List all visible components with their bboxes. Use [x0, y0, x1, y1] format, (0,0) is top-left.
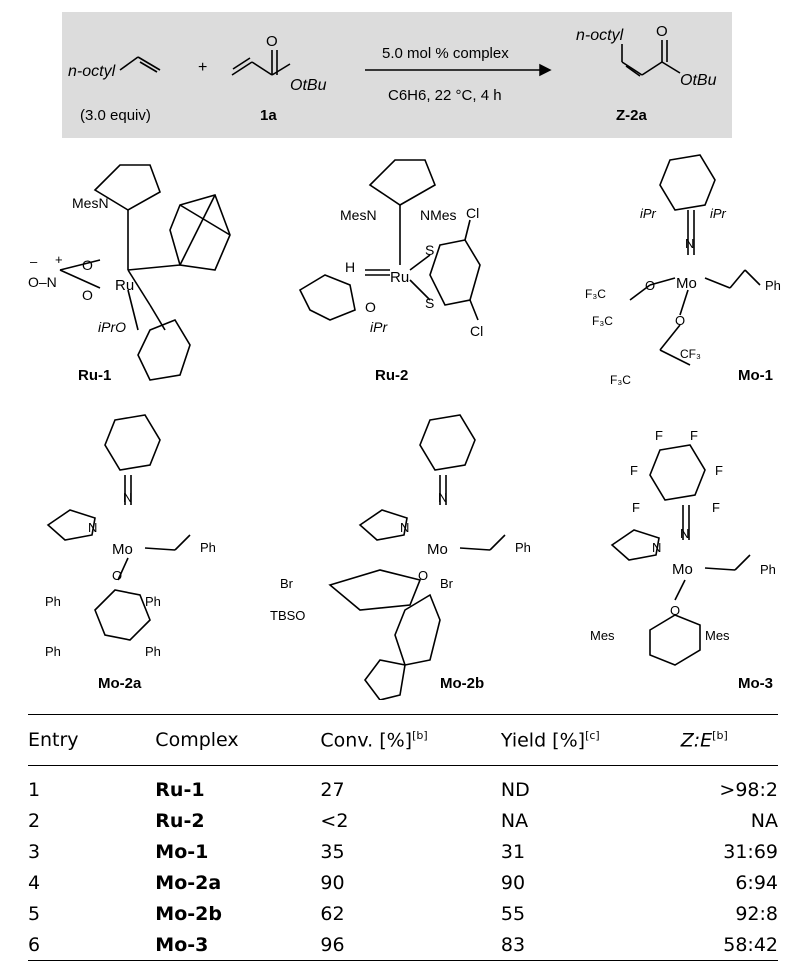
mo-2b-label: Mo-2b [440, 675, 485, 692]
cell-entry: 1 [28, 778, 41, 801]
svg-text:Cl: Cl [470, 323, 484, 339]
svg-text:F: F [632, 500, 640, 515]
acrylate-label: 1a [260, 107, 277, 124]
acrylate-bonds-icon [232, 50, 290, 75]
svg-text:F: F [630, 463, 638, 478]
conditions-bottom: C6H6, 22 °C, 4 h [388, 87, 502, 104]
svg-text:–: – [30, 254, 38, 269]
svg-text:Ph: Ph [145, 644, 161, 659]
cell-entry: 4 [28, 871, 41, 894]
svg-text:O: O [365, 299, 376, 315]
svg-text:Ph: Ph [200, 540, 216, 555]
cell-yield: 31 [500, 840, 526, 863]
product-label: Z-2a [616, 107, 647, 124]
reaction-scheme [0, 0, 800, 140]
cell-conv: 96 [320, 933, 345, 956]
svg-text:Mo: Mo [676, 275, 697, 292]
ru-1-label: Ru-1 [78, 367, 112, 384]
svg-text:Cl: Cl [466, 205, 480, 221]
cell-conv: 27 [320, 778, 345, 801]
svg-text:Mo: Mo [112, 541, 133, 558]
svg-text:N: N [400, 520, 410, 535]
conditions-top: 5.0 mol % complex [382, 45, 509, 62]
mo-1-structure-icon [630, 155, 760, 365]
cell-entry: 6 [28, 933, 41, 956]
cell-yield: 55 [500, 902, 526, 925]
svg-text:iPr: iPr [710, 206, 726, 221]
svg-text:iPr: iPr [640, 206, 656, 221]
olefin-substituent: n-octyl [68, 63, 116, 80]
svg-text:iPr: iPr [370, 319, 388, 335]
cell-complex: Mo-2a [155, 871, 222, 894]
cell-ze: 6:94 [735, 871, 778, 894]
svg-text:N: N [123, 490, 133, 505]
cell-conv: 62 [320, 902, 345, 925]
svg-text:Mo: Mo [427, 541, 448, 558]
product-substituent: n-octyl [576, 27, 624, 44]
reaction-arrow-icon [365, 65, 550, 75]
svg-text:NMes: NMes [420, 207, 457, 223]
ru-2-structure-icon [300, 160, 480, 320]
product-bonds-icon [622, 40, 680, 76]
svg-text:Ph: Ph [765, 278, 781, 293]
cell-entry: 5 [28, 902, 41, 925]
svg-text:N: N [88, 520, 98, 535]
mo-2a-label: Mo-2a [98, 675, 142, 692]
cell-yield: 83 [500, 933, 526, 956]
svg-text:O–N: O–N [28, 274, 57, 290]
svg-text:Mes: Mes [705, 628, 730, 643]
cell-conv: <2 [320, 809, 349, 832]
svg-text:Ph: Ph [45, 644, 61, 659]
svg-text:MesN: MesN [340, 207, 377, 223]
cell-ze: 92:8 [735, 902, 778, 925]
svg-text:Ru: Ru [115, 277, 135, 294]
svg-text:N: N [680, 526, 690, 541]
svg-text:+: + [55, 252, 63, 267]
svg-text:F: F [690, 428, 698, 443]
cell-complex: Mo-1 [155, 840, 209, 863]
svg-text:N: N [652, 540, 662, 555]
cell-complex: Ru-1 [155, 778, 205, 801]
table-row [28, 867, 778, 898]
svg-text:S: S [425, 242, 435, 258]
svg-text:N: N [438, 490, 448, 505]
results-table [28, 714, 778, 961]
product-carbonyl-o: O [656, 23, 668, 40]
cell-entry: 2 [28, 809, 41, 832]
svg-text:O: O [82, 257, 93, 273]
svg-text:F₃C: F₃C [585, 287, 606, 301]
plus-sign: + [198, 59, 208, 76]
header-yield: Yield [%][c] [500, 728, 600, 752]
header-complex: Complex [155, 729, 239, 751]
svg-text:F: F [655, 428, 663, 443]
product-ester: OtBu [680, 72, 717, 89]
cell-yield: NA [500, 809, 529, 832]
cell-ze: >98:2 [719, 778, 778, 801]
svg-text:F: F [715, 463, 723, 478]
table-row [28, 805, 778, 836]
mo-2a-structure-icon [48, 415, 190, 640]
svg-text:N: N [685, 236, 695, 251]
cell-complex: Mo-2b [155, 902, 222, 925]
table-row [28, 898, 778, 929]
svg-text:H: H [345, 259, 356, 275]
catalyst-structures [0, 140, 800, 700]
cell-yield: 90 [500, 871, 526, 894]
svg-text:O: O [418, 568, 429, 583]
svg-text:TBSO: TBSO [270, 608, 306, 623]
svg-text:F₃C: F₃C [610, 373, 631, 387]
svg-text:Ru: Ru [390, 269, 410, 286]
svg-text:Ph: Ph [45, 594, 61, 609]
svg-text:MesN: MesN [72, 195, 109, 211]
mo-3-label: Mo-3 [738, 675, 773, 692]
olefin-equiv: (3.0 equiv) [80, 107, 151, 124]
svg-text:O: O [670, 603, 681, 618]
cell-complex: Mo-3 [155, 933, 209, 956]
cell-complex: Ru-2 [155, 809, 205, 832]
svg-text:O: O [645, 278, 656, 293]
cell-ze: 31:69 [723, 840, 778, 863]
svg-text:S: S [425, 295, 435, 311]
svg-text:Ph: Ph [760, 562, 776, 577]
olefin-bonds-icon [120, 57, 160, 72]
cell-conv: 35 [320, 840, 345, 863]
svg-text:iPrO: iPrO [98, 319, 126, 335]
svg-text:Mes: Mes [590, 628, 615, 643]
cell-ze: 58:42 [723, 933, 778, 956]
header-conv: Conv. [%][b] [320, 728, 428, 752]
table-header-row [28, 715, 778, 766]
cell-yield: ND [500, 778, 530, 801]
svg-text:Ph: Ph [515, 540, 531, 555]
svg-text:F: F [712, 500, 720, 515]
svg-text:Ph: Ph [145, 594, 161, 609]
mo-1-label: Mo-1 [738, 367, 773, 384]
header-ze: Z:E[b] [680, 728, 728, 752]
svg-text:CF₃: CF₃ [680, 347, 701, 361]
acrylate-carbonyl-o: O [266, 33, 278, 50]
svg-text:O: O [675, 313, 686, 328]
table-row [28, 766, 778, 806]
header-entry: Entry [28, 729, 79, 751]
table-row [28, 836, 778, 867]
svg-text:O: O [112, 568, 123, 583]
ru-2-label: Ru-2 [375, 367, 409, 384]
acrylate-ester: OtBu [290, 77, 327, 94]
svg-text:Mo: Mo [672, 561, 693, 578]
cell-entry: 3 [28, 840, 41, 863]
svg-text:Br: Br [440, 576, 453, 591]
svg-text:O: O [82, 287, 93, 303]
svg-text:Br: Br [280, 576, 293, 591]
cell-conv: 90 [320, 871, 345, 894]
svg-text:F₃C: F₃C [592, 314, 613, 328]
cell-ze: NA [750, 809, 778, 832]
table-row [28, 929, 778, 961]
mo-2b-structure-icon [330, 415, 505, 700]
